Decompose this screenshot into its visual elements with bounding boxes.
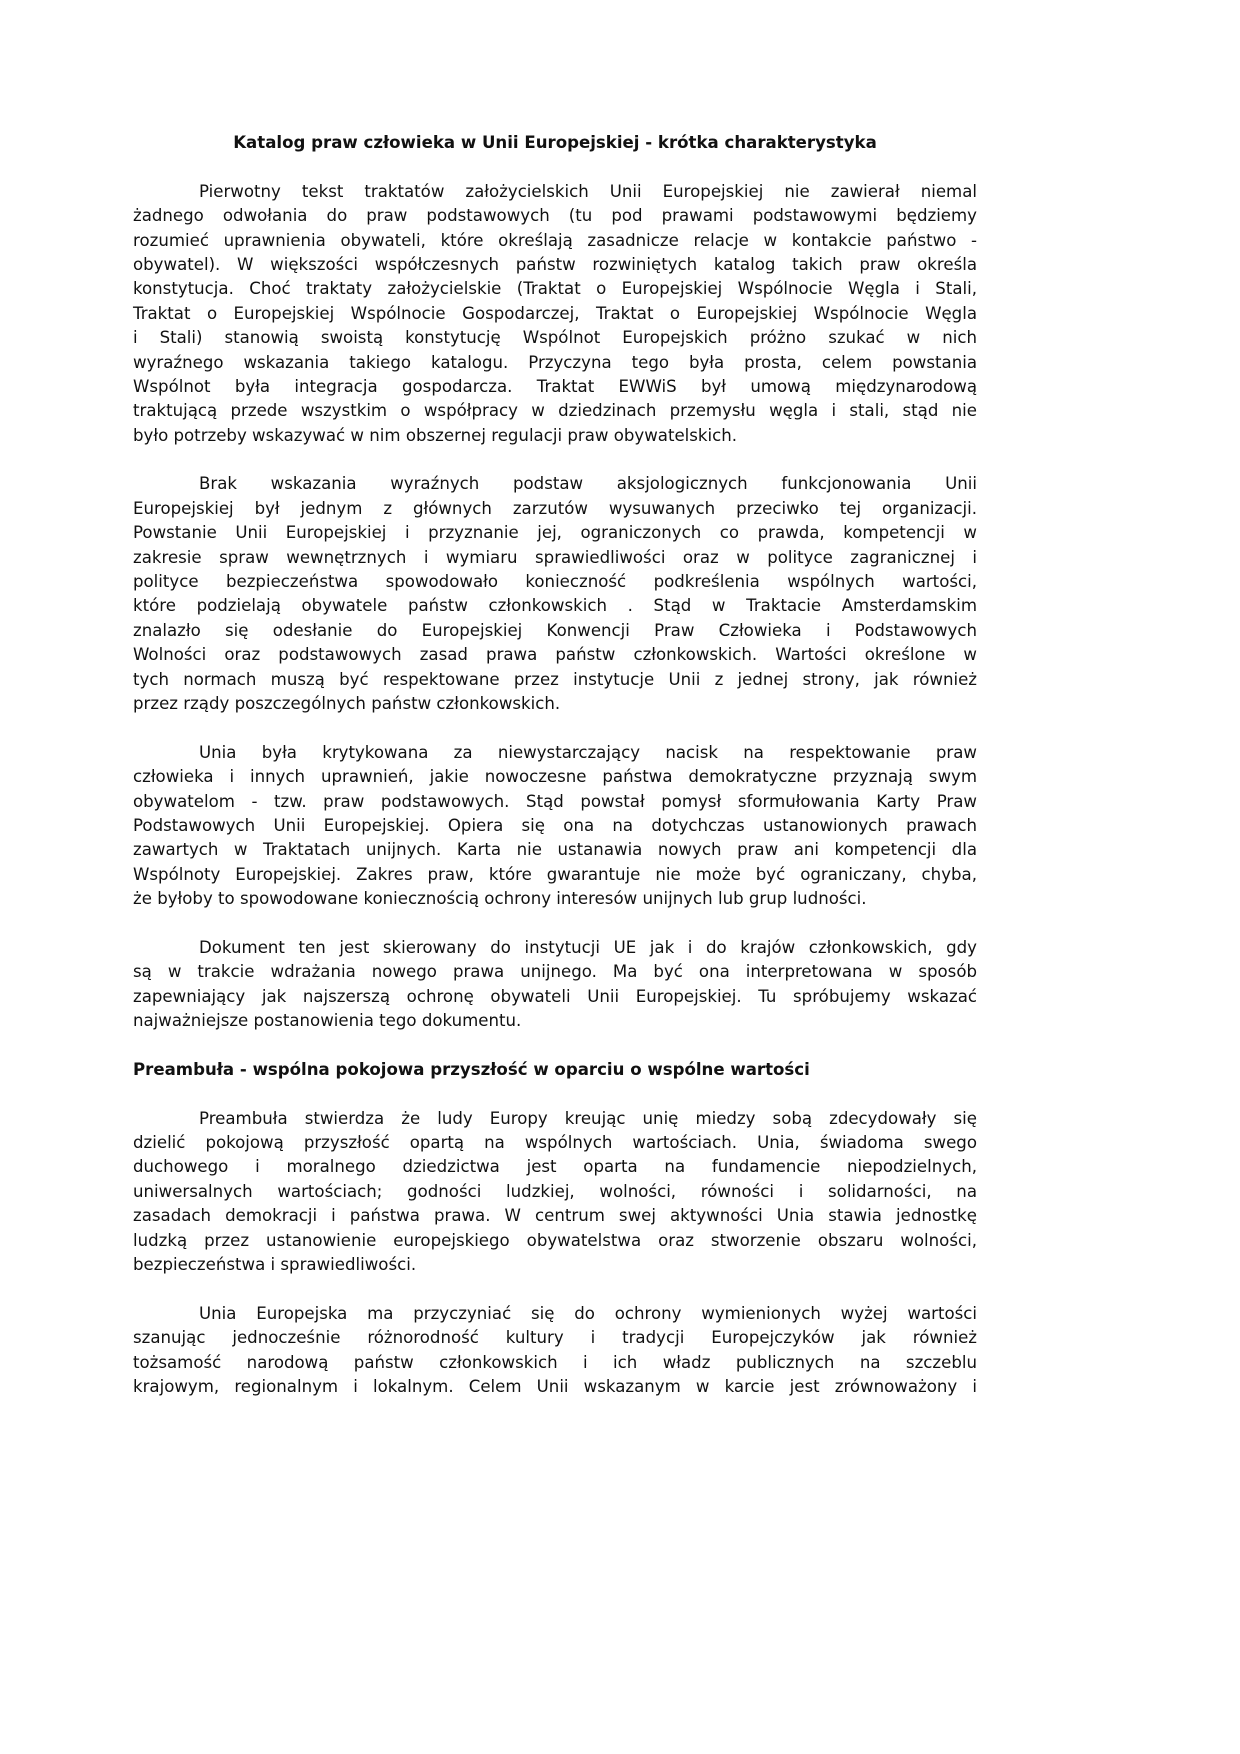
section-heading: Preambuła - wspólna pokojowa przyszłość w oparciu o wspólne wartości [133, 1059, 810, 1079]
text-line: Unia Europejska ma przyczyniać się do ochrony wymienionych wyżej wartości [199, 1303, 977, 1323]
text-line: duchowego i moralnego dziedzictwa jest oparta na fundamencie niepodzielnych, [133, 1157, 977, 1177]
intro-section [133, 180, 977, 1034]
paragraph [133, 1107, 977, 1278]
text-line: Wolności oraz podstawowych zasad prawa państw członkowskich. Wartości określone w [133, 645, 977, 665]
text-line: Wspólnot była integracja gospodarcza. Traktat EWWiS był umową międzynarodową [133, 376, 977, 396]
text-line: które podzielają obywatele państw członkowskich . Stąd w Traktacie Amsterdamskim [133, 596, 977, 616]
text-line: Powstanie Unii Europejskiej i przyznanie jej, ograniczonych co prawda, kompetencji w [133, 523, 977, 543]
document-title: Katalog praw człowieka w Unii Europejskiej - krótka charakterystyka [233, 133, 877, 152]
text-line: obywatelom - tzw. praw podstawowych. Stąd powstał pomysł sformułowania Karty Praw [133, 791, 977, 811]
text-line: Pierwotny tekst traktatów założycielskich Unii Europejskiej nie zawierał niemal [199, 181, 977, 201]
paragraph [133, 472, 977, 716]
text-line: uniwersalnych wartościach; godności ludzkiej, wolności, równości i solidarności, na [133, 1181, 977, 1201]
text-line: Preambuła stwierdza że ludy Europy kreując unię miedzy sobą zdecydowały się [199, 1108, 977, 1128]
paragraph [133, 1302, 977, 1400]
text-line: obywatel). W większości współczesnych państw rozwiniętych katalog takich praw określa [133, 254, 977, 274]
text-line: Podstawowych Unii Europejskiej. Opiera się ona na dotychczas ustanowionych prawach [133, 815, 977, 835]
text-line: traktującą przede wszystkim o współpracy w dziedzinach przemysłu węgla i stali, stąd nie [133, 401, 977, 421]
paragraph [133, 936, 977, 1034]
text-line: konstytucja. Choć traktaty założycielskie (Traktat o Europejskiej Wspólnocie Węgla i Stali, [133, 279, 977, 299]
text-line: Unia była krytykowana za niewystarczający nacisk na respektowanie praw [199, 742, 977, 762]
text-line: dzielić pokojową przyszłość opartą na wspólnych wartościach. Unia, świadoma swego [133, 1133, 977, 1153]
text-line: najważniejsze postanowienia tego dokumentu. [133, 1011, 522, 1031]
text-line: zapewniający jak najszerszą ochronę obywateli Unii Europejskiej. Tu spróbujemy wskazać [133, 986, 977, 1006]
preamble-section [133, 1107, 977, 1400]
text-line: wyraźnego wskazania takiego katalogu. Przyczyna tego była prosta, celem powstania [133, 352, 977, 372]
text-line: bezpieczeństwa i sprawiedliwości. [133, 1254, 417, 1274]
text-line: Brak wskazania wyraźnych podstaw aksjologicznych funkcjonowania Unii [199, 474, 977, 494]
text-line: szanując jednocześnie różnorodność kultury i tradycji Europejczyków jak również [133, 1328, 977, 1348]
text-line: Europejskiej był jednym z głównych zarzutów wysuwanych przeciwko tej organizacji. [133, 498, 977, 518]
text-line: że byłoby to spowodowane koniecznością ochrony interesów unijnych lub grup ludności. [133, 889, 867, 909]
text-line: są w trakcie wdrażania nowego prawa unijnego. Ma być ona interpretowana w sposób [133, 962, 977, 982]
paragraph [133, 741, 977, 912]
text-line: zasadach demokracji i państwa prawa. W centrum swej aktywności Unia stawia jednostkę [133, 1206, 977, 1226]
text-line: człowieka i innych uprawnień, jakie nowoczesne państwa demokratyczne przyznają swym [133, 767, 977, 787]
text-line: tożsamość narodową państw członkowskich i ich władz publicznych na szczeblu [133, 1352, 977, 1372]
text-line: rozumieć uprawnienia obywateli, które określają zasadnicze relacje w kontakcie państwo - [133, 230, 977, 250]
text-line: Dokument ten jest skierowany do instytucji UE jak i do krajów członkowskich, gdy [199, 937, 977, 957]
text-line: ludzką przez ustanowienie europejskiego obywatelstwa oraz stworzenie obszaru wolności, [133, 1230, 977, 1250]
paragraph [133, 180, 977, 448]
text-line: zawartych w Traktatach unijnych. Karta nie ustanawia nowych praw ani kompetencji dla [133, 840, 977, 860]
text-line: znalazło się odesłanie do Europejskiej Konwencji Praw Człowieka i Podstawowych [133, 620, 977, 640]
document-page [133, 131, 977, 1399]
text-line: tych normach muszą być respektowane przez instytucje Unii z jednej strony, jak również [133, 669, 977, 689]
text-line: Wspólnoty Europejskiej. Zakres praw, które gwarantuje nie może być ograniczany, chyba, [133, 864, 977, 884]
text-line: krajowym, regionalnym i lokalnym. Celem Unii wskazanym w karcie jest zrównoważony i [133, 1376, 977, 1396]
text-line: Traktat o Europejskiej Wspólnocie Gospodarczej, Traktat o Europejskiej Wspólnocie Węgla [133, 303, 977, 323]
text-line: przez rządy poszczególnych państw członkowskich. [133, 693, 561, 713]
text-line: żadnego odwołania do praw podstawowych (tu pod prawami podstawowymi będziemy [133, 206, 977, 226]
text-line: i Stali) stanowią swoistą konstytucję Wspólnot Europejskich próżno szukać w nich [133, 328, 977, 348]
text-line: było potrzeby wskazywać w nim obszernej regulacji praw obywatelskich. [133, 425, 738, 445]
text-line: polityce bezpieczeństwa spowodowało konieczność podkreślenia wspólnych wartości, [133, 572, 977, 592]
text-line: zakresie spraw wewnętrznych i wymiaru sprawiedliwości oraz w polityce zagranicznej i [133, 547, 977, 567]
